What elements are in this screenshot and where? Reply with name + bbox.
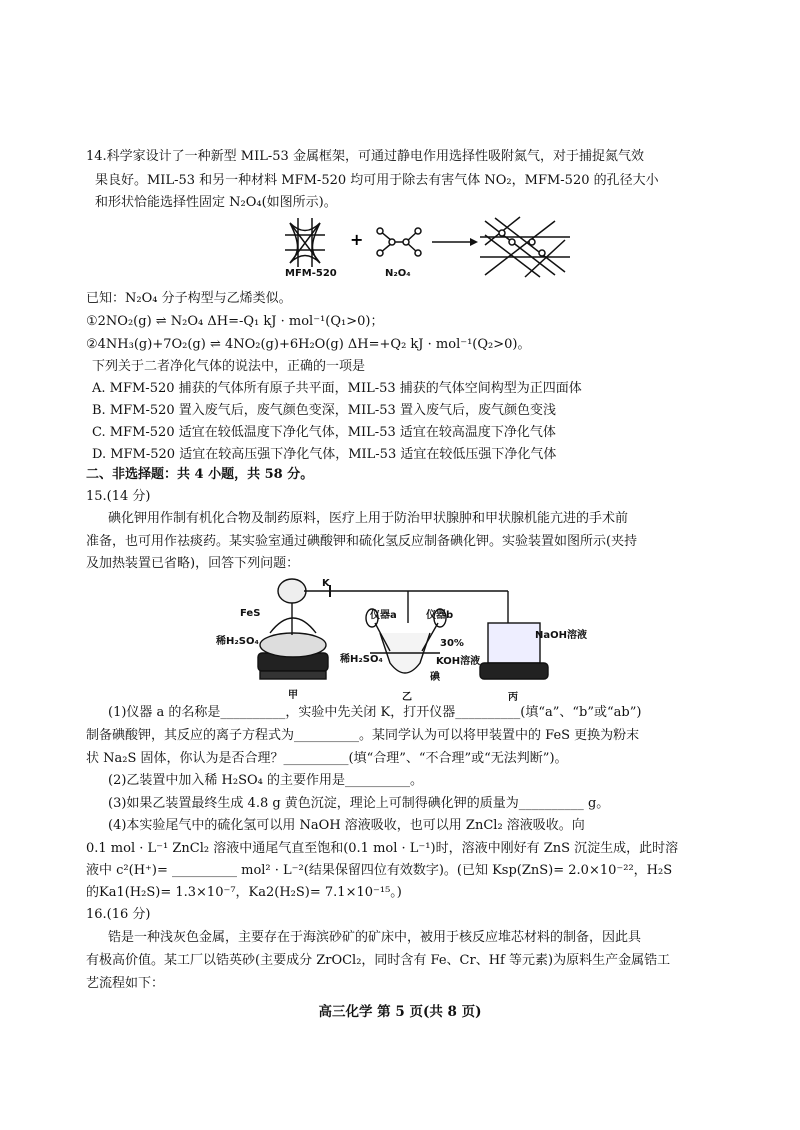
q16-para-1: 锆是一种浅灰色金属，主要存在于海滨砂矿的矿床中，被用于核反应堆芯材料的制备，因此具 (108, 930, 642, 945)
q14-line-3: 和形状恰能选择性固定 N₂O₄(如图所示)。 (95, 195, 337, 210)
q15-sub-2: (2)乙装置中加入稀 H₂SO₄ 的主要作用是__________。 (108, 773, 424, 788)
q14-option-b: B. MFM-520 置入废气后，废气颜色变深，MIL-53 置入废气后，废气颜色变浅 (92, 403, 556, 418)
mfm520-captured-lattice-icon (480, 217, 570, 277)
q16-heading: 16.(16 分) (86, 907, 151, 922)
koh-percent-label: 30% (440, 638, 464, 649)
q15-sub-1b: 制备碘酸钾，其反应的离子方程式为__________。某同学认为可以将甲装置中的 FeS 更换为粉末 (86, 728, 640, 743)
q15-para-1: 碘化钾用作制有机化合物及制药原料，医疗上用于防治甲状腺肿和甲状腺机能亢进的手术前 (108, 511, 629, 526)
svg-text:+: + (350, 230, 364, 249)
q15-sub-1c: 状 Na₂S 固体，你认为是否合理？__________(填“合理”、“不合理”或“无法判断”)。 (86, 751, 568, 766)
q15-para-2: 准备，也可用作祛痰药。某实验室通过碘酸钾和硫化氢反应制备碘化钾。实验装置如图所示(夹持 (86, 534, 638, 549)
section-2-heading: 二、非选择题：共 4 小题，共 58 分。 (86, 467, 314, 482)
stand-bing (480, 663, 548, 679)
mfm520-lattice-icon (285, 218, 325, 267)
q15-sub-4b: 0.1 mol · L⁻¹ ZnCl₂ 溶液中通尾气直至饱和(0.1 mol · L⁻¹)时，溶液中刚好有 ZnS 沉淀生成，此时溶 (86, 841, 679, 856)
koh-solution-label: KOH溶液 (436, 656, 481, 667)
q14-known: 已知：N₂O₄ 分子构型与乙烯类似。 (86, 291, 292, 306)
q14-equation-1: ①2NO₂(g) ⇌ N₂O₄ ΔH=-Q₁ kJ · mol⁻¹(Q₁>0)； (86, 314, 384, 329)
mfm520-label: MFM-520 (285, 268, 337, 279)
iodine-label: 碘 (430, 672, 440, 683)
dilute-h2so4-mid-label: 稀H₂SO₄ (340, 654, 383, 665)
apparatus-bing-label: 丙 (508, 692, 518, 703)
flask-jia (260, 633, 326, 657)
instrument-a-label: 仪器a (370, 610, 397, 621)
apparatus-figure (240, 573, 560, 695)
funnel-jia (278, 579, 306, 603)
beaker-bing (488, 623, 540, 663)
valve-k-label: K (322, 578, 330, 589)
q15-sub-1a: (1)仪器 a 的名称是__________，实验中先关闭 K，打开仪器__________(填“a”、“b”或“ab”) (108, 705, 642, 720)
q15-sub-4a: (4)本实验尾气中的硫化氢可以用 NaOH 溶液吸收，也可以用 ZnCl₂ 溶液吸收。向 (108, 818, 585, 833)
q15-sub-3: (3)如果乙装置最终生成 4.8 g 黄色沉淀，理论上可制得碘化钾的质量为__________ g。 (108, 796, 610, 811)
fes-label: FeS (240, 608, 261, 619)
q16-para-2: 有极高价值。某工厂以锆英砂(主要成分 ZrOCl₂，同时含有 Fe、Cr、Hf 等元素)为原料生产金属锆工 (86, 953, 671, 968)
q16-para-3: 艺流程如下： (86, 976, 165, 991)
n2o4-molecule-icon (377, 228, 421, 256)
naoh-solution-label: NaOH溶液 (535, 630, 587, 641)
q15-heading: 15.(14 分) (86, 489, 151, 504)
q14-stem: 下列关于二者净化气体的说法中，正确的一项是 (92, 359, 366, 374)
n2o4-label: N₂O₄ (385, 268, 411, 279)
q14-option-a: A. MFM-520 捕获的气体所有原子共平面，MIL-53 捕获的气体空间构型为正四面体 (92, 381, 582, 396)
apparatus-jia-label: 甲 (288, 690, 298, 701)
dilute-h2so4-left-label: 稀H₂SO₄ (216, 636, 259, 647)
q14-line-2: 果良好。MIL-53 和另一种材料 MFM-520 均可用于除去有害气体 NO₂，MFM-520 的孔径大小 (95, 173, 659, 188)
q14-option-d: D. MFM-520 适宜在较高压强下净化气体，MIL-53 适宜在较低压强下净化气体 (92, 447, 557, 462)
q15-sub-4c: 液中 c²(H⁺)= __________ mol² · L⁻²(结果保留四位有效数字)。(已知 Ksp(ZnS)= 2.0×10⁻²²，H₂S (86, 863, 673, 878)
q15-para-3: 及加热装置已省略)，回答下列问题： (86, 556, 300, 571)
q14-line-1: 14.科学家设计了一种新型 MIL-53 金属框架，可通过静电作用选择性吸附氮气，对于捕捉氮气效 (86, 149, 644, 164)
reaction-arrow-icon (432, 238, 478, 246)
q14-option-c: C. MFM-520 适宜在较低温度下净化气体，MIL-53 适宜在较高温度下净化气体 (92, 425, 556, 440)
apparatus-yi-label: 乙 (402, 692, 412, 703)
page-footer: 高三化学 第 5 页(共 8 页) (318, 1004, 482, 1020)
q14-equation-2: ②4NH₃(g)+7O₂(g) ⇌ 4NO₂(g)+6H₂O(g) ΔH=+Q₂ kJ · mol⁻¹(Q₂>0)。 (86, 337, 531, 352)
instrument-b-label: 仪器b (426, 610, 454, 621)
q15-sub-4d: 的Ka1(H₂S)= 1.3×10⁻⁷，Ka2(H₂S)= 7.1×10⁻¹⁵。) (86, 885, 402, 900)
